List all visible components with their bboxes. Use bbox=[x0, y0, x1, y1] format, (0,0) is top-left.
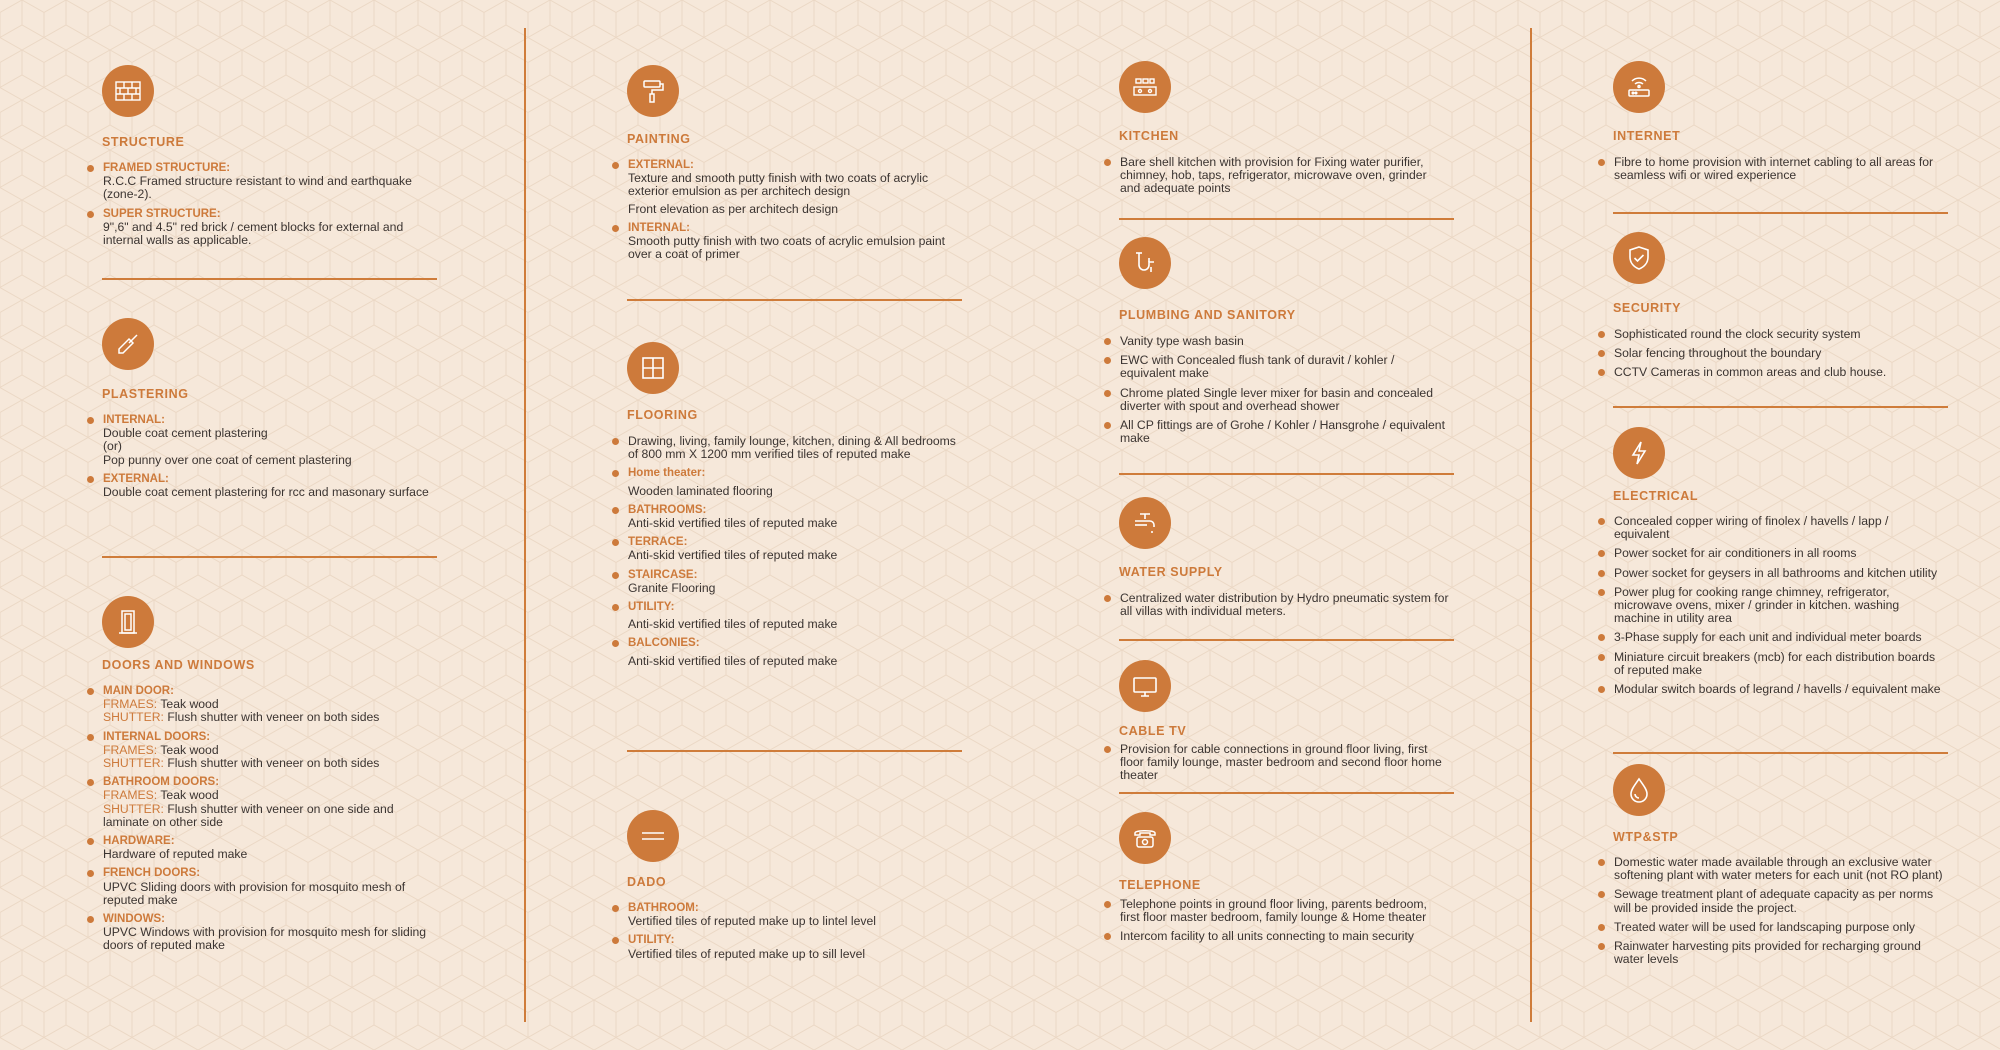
wtp-list bbox=[1598, 856, 1943, 972]
list-item: MAIN DOOR: FRMAES: Teak wood SHUTTER: Flush shutter with veneer on both sides bbox=[87, 685, 432, 725]
list-item: Centralized water distribution by Hydro pneumatic system for all villas with individual meters. bbox=[1104, 592, 1449, 618]
structure-list bbox=[87, 162, 432, 253]
stove-icon bbox=[1119, 61, 1171, 113]
telephone-title: TELEPHONE bbox=[1119, 878, 1201, 892]
plumbing-title: PLUMBING AND SANITORY bbox=[1119, 308, 1296, 322]
list-item: Miniature circuit breakers (mcb) for each distribution boards of reputed make bbox=[1598, 651, 1943, 677]
kitchen-title: KITCHEN bbox=[1119, 129, 1179, 143]
list-item: Wooden laminated flooring bbox=[628, 483, 773, 498]
list-item: FRAMED STRUCTURE: R.C.C Framed structure resistant to wind and earthquake (zone-2). bbox=[87, 162, 432, 202]
shield-check-icon bbox=[1613, 232, 1665, 284]
list-item: HARDWARE: Hardware of reputed make bbox=[87, 835, 432, 861]
list-item: EXTERNAL: Double coat cement plastering for rcc and masonary surface bbox=[87, 473, 432, 499]
trowel-icon bbox=[102, 318, 154, 370]
door-icon bbox=[102, 596, 154, 648]
list-item: Power plug for cooking range chimney, refrigerator, microwave ovens, mixer / grinder in kitchen. washing machine in utility area bbox=[1598, 586, 1943, 626]
list-item: Modular switch boards of legrand / havells / equivalent make bbox=[1598, 683, 1943, 696]
electrical-list bbox=[1598, 515, 1943, 702]
list-item: Rainwater harvesting pits provided for recharging ground water levels bbox=[1598, 940, 1943, 966]
water-tap-icon bbox=[1119, 497, 1171, 549]
list-item: Power socket for air conditioners in all rooms bbox=[1598, 547, 1943, 560]
section-divider bbox=[627, 299, 962, 301]
security-title: SECURITY bbox=[1613, 301, 1682, 315]
plastering-title: PLASTERING bbox=[102, 387, 189, 401]
water-list bbox=[1104, 592, 1449, 624]
list-item: UTILITY: Vertified tiles of reputed make up to sill level bbox=[612, 934, 957, 960]
list-item: Intercom facility to all units connecting to main security bbox=[1104, 930, 1449, 943]
lightning-icon bbox=[1613, 427, 1665, 479]
list-item: INTERNAL DOORS: FRAMES: Teak wood SHUTTER: Flush shutter with veneer on both sides bbox=[87, 731, 432, 771]
internet-title: INTERNET bbox=[1613, 129, 1681, 143]
list-item: All CP fittings are of Grohe / Kohler / Hansgrohe / equivalent make bbox=[1104, 419, 1449, 445]
doors-list bbox=[87, 685, 432, 959]
plumbing-list bbox=[1104, 335, 1449, 451]
list-item: BATHROOMS: Anti-skid vertified tiles of reputed make bbox=[612, 504, 957, 530]
list-item: Concealed copper wiring of finolex / havells / lapp / equivalent bbox=[1598, 515, 1943, 541]
list-item: Chrome plated Single lever mixer for basin and concealed diverter with spout and overhead shower bbox=[1104, 387, 1449, 413]
list-item: Domestic water made available through an exclusive water softening plant with water meters for each unit (not RO plant) bbox=[1598, 856, 1943, 882]
list-item: Bare shell kitchen with provision for Fixing water purifier, chimney, hob, taps, refrigerator, microwave oven, grinder and adequate points bbox=[1104, 156, 1449, 196]
security-list bbox=[1598, 328, 1943, 386]
list-item: Solar fencing throughout the boundary bbox=[1598, 347, 1943, 360]
water-title: WATER SUPPLY bbox=[1119, 565, 1223, 579]
section-divider bbox=[1119, 639, 1454, 641]
section-divider bbox=[627, 750, 962, 752]
list-item: Anti-skid vertified tiles of reputed make bbox=[628, 617, 838, 632]
list-item: 3-Phase supply for each unit and individual meter boards bbox=[1598, 631, 1943, 644]
doors-title: DOORS AND WINDOWS bbox=[102, 658, 255, 672]
list-item: Home theater: bbox=[612, 467, 957, 480]
dado-list bbox=[612, 902, 957, 967]
pipe-icon bbox=[1119, 237, 1171, 289]
list-item: INTERNAL: Double coat cement plastering (or) Pop punny over one coat of cement plastering bbox=[87, 414, 432, 467]
tiles-icon bbox=[627, 342, 679, 394]
column-separator-2 bbox=[1530, 28, 1532, 1022]
wifi-router-icon bbox=[1613, 61, 1665, 113]
dado-title: DADO bbox=[627, 875, 667, 889]
wtp-title: WTP&STP bbox=[1613, 830, 1679, 844]
list-item: Telephone points in ground floor living, parents bedroom, first floor master bedroom, family lounge & Home theater bbox=[1104, 898, 1449, 924]
list-item: Front elevation as per architech design bbox=[628, 201, 839, 216]
section-divider bbox=[1613, 752, 1948, 754]
plastering-list bbox=[87, 414, 432, 505]
list-item: UTILITY: bbox=[612, 601, 957, 614]
list-item: BATHROOM DOORS: FRAMES: Teak wood SHUTTER: Flush shutter with veneer on one side and laminate on other side bbox=[87, 776, 432, 829]
brick-wall-icon bbox=[102, 65, 154, 117]
list-item: Anti-skid vertified tiles of reputed make bbox=[628, 653, 838, 668]
section-divider bbox=[1613, 406, 1948, 408]
list-item: Treated water will be used for landscaping purpose only bbox=[1598, 921, 1943, 934]
cable-list bbox=[1104, 743, 1449, 789]
section-divider bbox=[102, 556, 437, 558]
telephone-icon bbox=[1119, 812, 1171, 864]
list-item: FRENCH DOORS: UPVC Sliding doors with provision for mosquito mesh of reputed make bbox=[87, 867, 432, 907]
list-item: Fibre to home provision with internet cabling to all areas for seamless wifi or wired experience bbox=[1598, 156, 1943, 182]
water-drop-icon bbox=[1613, 764, 1665, 816]
list-item: SUPER STRUCTURE: 9",6" and 4.5" red brick / cement blocks for external and internal walls as applicable. bbox=[87, 208, 432, 248]
electrical-title: ELECTRICAL bbox=[1613, 489, 1699, 503]
list-item: Sewage treatment plant of adequate capacity as per norms will be provided inside the project. bbox=[1598, 888, 1943, 914]
dado-lines-icon bbox=[627, 810, 679, 862]
structure-title: STRUCTURE bbox=[102, 135, 185, 149]
internet-list bbox=[1598, 156, 1943, 188]
painting-list bbox=[612, 159, 957, 267]
list-item: EWC with Concealed flush tank of duravit / kohler / equivalent make bbox=[1104, 354, 1449, 380]
flooring-title: FLOORING bbox=[627, 408, 698, 422]
list-item: STAIRCASE: Granite Flooring bbox=[612, 569, 957, 595]
cable-title: CABLE TV bbox=[1119, 724, 1187, 738]
list-item: Drawing, living, family lounge, kitchen, dining & All bedrooms of 800 mm X 1200 mm verified tiles of reputed make bbox=[612, 435, 957, 461]
list-item: Vanity type wash basin bbox=[1104, 335, 1449, 348]
flooring-list bbox=[612, 435, 957, 674]
painting-title: PAINTING bbox=[627, 132, 691, 146]
list-item: CCTV Cameras in common areas and club house. bbox=[1598, 366, 1943, 379]
list-item: WINDOWS: UPVC Windows with provision for mosquito mesh for sliding doors of reputed make bbox=[87, 913, 432, 953]
section-divider bbox=[102, 278, 437, 280]
kitchen-list bbox=[1104, 156, 1449, 202]
list-item: Provision for cable connections in ground floor living, first floor family lounge, master bedroom and second floor home theater bbox=[1104, 743, 1449, 783]
list-item: BALCONIES: bbox=[612, 637, 957, 650]
list-item: Sophisticated round the clock security system bbox=[1598, 328, 1943, 341]
section-divider bbox=[1119, 473, 1454, 475]
paint-roller-icon bbox=[627, 65, 679, 117]
list-item: INTERNAL: Smooth putty finish with two coats of acrylic emulsion paint over a coat of primer bbox=[612, 222, 957, 262]
telephone-list bbox=[1104, 898, 1449, 950]
section-divider bbox=[1119, 218, 1454, 220]
section-divider bbox=[1613, 212, 1948, 214]
list-item: TERRACE: Anti-skid vertified tiles of reputed make bbox=[612, 536, 957, 562]
tv-icon bbox=[1119, 660, 1171, 712]
column-separator-1 bbox=[524, 28, 526, 1022]
list-item: BATHROOM: Vertified tiles of reputed make up to lintel level bbox=[612, 902, 957, 928]
list-item: EXTERNAL: Texture and smooth putty finish with two coats of acrylic exterior emulsion as per architech design bbox=[612, 159, 957, 199]
list-item: Power socket for geysers in all bathrooms and kitchen utility bbox=[1598, 567, 1943, 580]
section-divider bbox=[1119, 792, 1454, 794]
